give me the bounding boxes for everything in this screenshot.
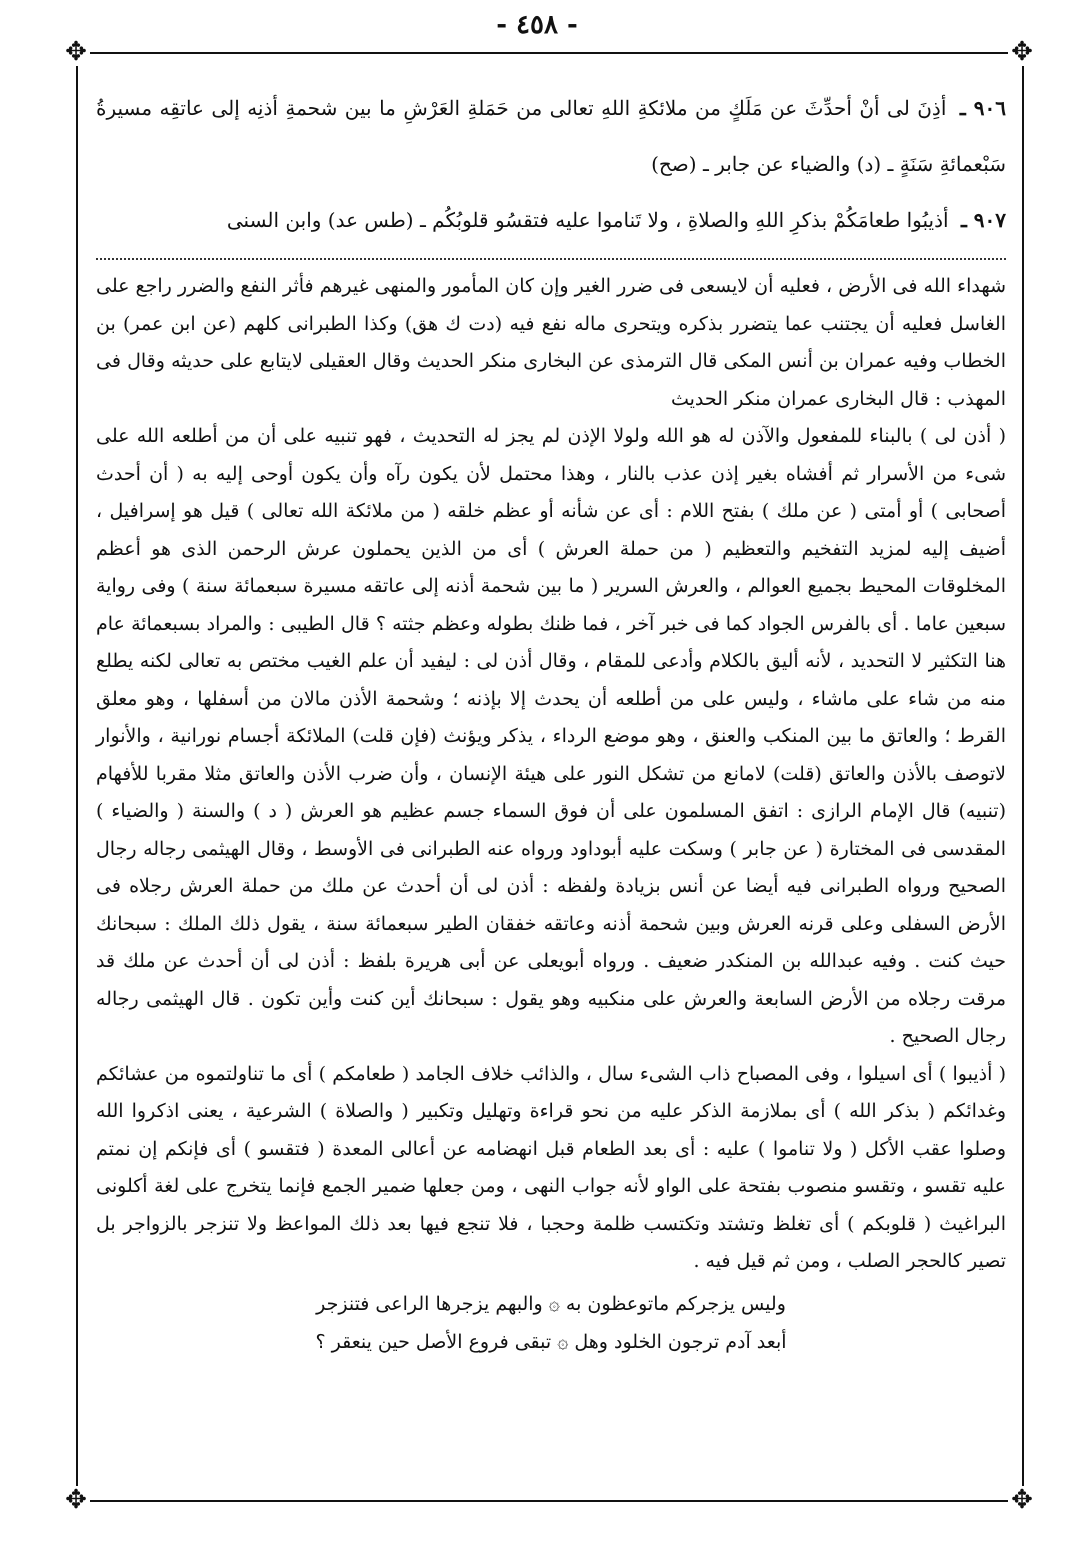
- corner-ornament-icon: ✥: [62, 38, 90, 66]
- page-number: - ٤٥٨ -: [496, 10, 578, 40]
- dotted-separator: [96, 258, 1006, 260]
- commentary-paragraph: شهداء الله فى الأرض ، فعليه أن لايسعى فى ضرر الغير وإن كان المأمور والمنهى غيرهم فأثر النفع والضرر راجع على الغاسل فعليه أن يجتنب عما يتضرر بذكره ويتحرى ماله نفع فيه (دت ك هق) وكذا الطبرانى كلهم (عن ابن عمر) بن الخطاب وفيه عمران بن أنس المكى قال الترمذى عن البخارى منكر الحديث وقال العقيلى لايتابع على حديثه وقال فى المهذب : قال البخارى عمران منكر الحديث: [96, 275, 1006, 410]
- frame-left-rule: [76, 52, 78, 1500]
- frame-right-rule: [1022, 52, 1024, 1500]
- hadith-text: أذِنَ لى أنْ أحدِّثَ عن مَلَكٍ من ملائكةِ اللهِ تعالى من حَمَلةِ العَرْشِ ما بين شحمةِ أذنِه إلى عاتقِه مسيرةُ سَبْعمائةِ سَنَةٍ ـ (د) والضياء عن جابر ـ (صح): [96, 96, 1006, 176]
- corner-ornament-icon: ✥: [1008, 38, 1036, 66]
- corner-ornament-icon: ✥: [1008, 1486, 1036, 1514]
- page-content: [96, 80, 1006, 1361]
- frame-bottom-rule: [64, 1500, 1034, 1502]
- poetry-verse: أبعد آدم ترجون الخلود وهل ۞ تبقى فروع الأصل حين ينعقر ؟: [315, 1330, 787, 1353]
- corner-ornament-icon: ✥: [62, 1486, 90, 1514]
- commentary-paragraph: ( أذن لى ) بالبناء للمفعول والآذن له هو الله ولولا الإذن لم يجز له التحديث ، فهو تنبيه على أن من أطلعه الله على شىء من الأسرار ثم أفشاه بغير إذن عذب بالنار ، وهذا محتمل لأن يكون رآه وأن يكون أوحى إليه به ( أن أحدث أصحابى ) أو أمتى ( عن ملك ) بفتح اللام : أى عن شأنه أو عظم خلقه ( من ملائكة الله تعالى ) قيل هو إسرافيل ، أضيف إليه لمزيد التفخيم والتعظيم ( من حملة العرش ) أى من الذين يحملون عرش الرحمن الذى هو أعظم المخلوقات المحيط بجميع العوالم ، والعرش السرير ( ما بين شحمة أذنه إلى عاتقه مسيرة سبعمائة سنة ) وفى رواية سبعين عاما . أى بالفرس الجواد كما فى خبر آخر ، فما ظنك بطوله وعظم جثته ؟ قال الطيبى : والمراد بسبعمائة عام هنا التكثير لا التحديد ، لأنه أليق بالكلام وأدعى للمقام ، وقال أذن لى : ليفيد أن علم الغيب مختص به تعالى لكنه يطلع منه من شاء على ماشاء ، وليس على من أطلعه أن يحدث إلا بإذنه ؛ وشحمة الأذن مالان من أسفلها ، وهو معلق القرط ؛ والعاتق ما بين المنكب والعنق ، وهو موضع الرداء ، يذكر ويؤنث (فإن قلت) الملائكة أجسام نورانية ، والأنوار لاتوصف بالأذن والعاتق (قلت) لامانع من تشكل النور على هيئة الإنسان ، وأن ضرب الأذن والعاتق مثلا مقربا للأفهام (تنبيه) قال الإمام الرازى : اتفق المسلمون على أن فوق السماء جسم عظيم هو العرش ( د ) والسنة ( والضياء ) المقدسى فى المختارة ( عن جابر ) وسكت عليه أبوداود ورواه عنه الطبرانى فى الأوسط ، وقال الهيثمى رجاله رجال الصحيح ورواه الطبرانى فيه أيضا عن أنس بزيادة ولفظه : أذن لى أن أحدث عن ملك من حملة العرش رجلاه فى الأرض السفلى وعلى قرنه العرش وبين شحمة أذنه وعاتقه خفقان الطير سبعمائة سنة ، يقول ذلك الملك : سبحانك حيث كنت . وفيه عبدالله بن المنكدر ضعيف . ورواه أبويعلى عن أبى هريرة بلفظ : أذن لى أن أحدث عن ملك قد مرقت رجلاه من الأرض السابعة والعرش على منكبيه وهو يقول : سبحانك أين كنت وأين تكون . قال الهيثمى رجاله رجال الصحيح .: [96, 425, 1006, 1047]
- hadith-text: أذيبُوا طعامَكُمْ بذكرِ اللهِ والصلاةِ ، ولا تَناموا عليه فتقسُو قلوبُكُم ـ (طس عد) وابن السنى: [226, 208, 949, 232]
- hadith-number: ٩٠٧ ـ: [960, 208, 1006, 232]
- frame-top-rule: [64, 52, 1034, 54]
- hadith-number: ٩٠٦ ـ: [959, 96, 1006, 120]
- commentary-paragraph: ( أذيبوا ) أى اسيلوا ، وفى المصباح ذاب الشىء سال ، والذائب خلاف الجامد ( طعامكم ) أى ما تناولتموه من عشائكم وغدائكم ( بذكر الله ) أى بملازمة الذكر عليه من نحو قراءة وتهليل وتكبير ( والصلاة ) الشرعية ، يعنى اذكروا الله وصلوا عقب الأكل ( ولا تناموا ) عليه : أى بعد الطعام قبل انهضامه عن أعالى المعدة ( فتقسو ) أى فإنكم إن نمتم عليه تقسو ، وتقسو منصوب بفتحة على الواو لأنه جواب النهى ، ومن جعلها ضمير الجمع فإنما يتخرج على لغة أكلونى البراغيث ( قلوبكم ) أى تغلظ وتشتد وتكتسب ظلمة وحجبا ، فلا تنجع فيها بعد ذلك المواعظ ولا تنزجر بالزواجر بل تصير كالحجر الصلب ، ومن ثم قيل فيه .: [96, 1062, 1006, 1272]
- poetry-verse: وليس يزجركم ماتوعظون به ۞ والبهم يزجرها الراعى فتنزجر: [316, 1292, 786, 1315]
- hadith-906: [96, 80, 1006, 192]
- hadith-907: [96, 192, 1006, 248]
